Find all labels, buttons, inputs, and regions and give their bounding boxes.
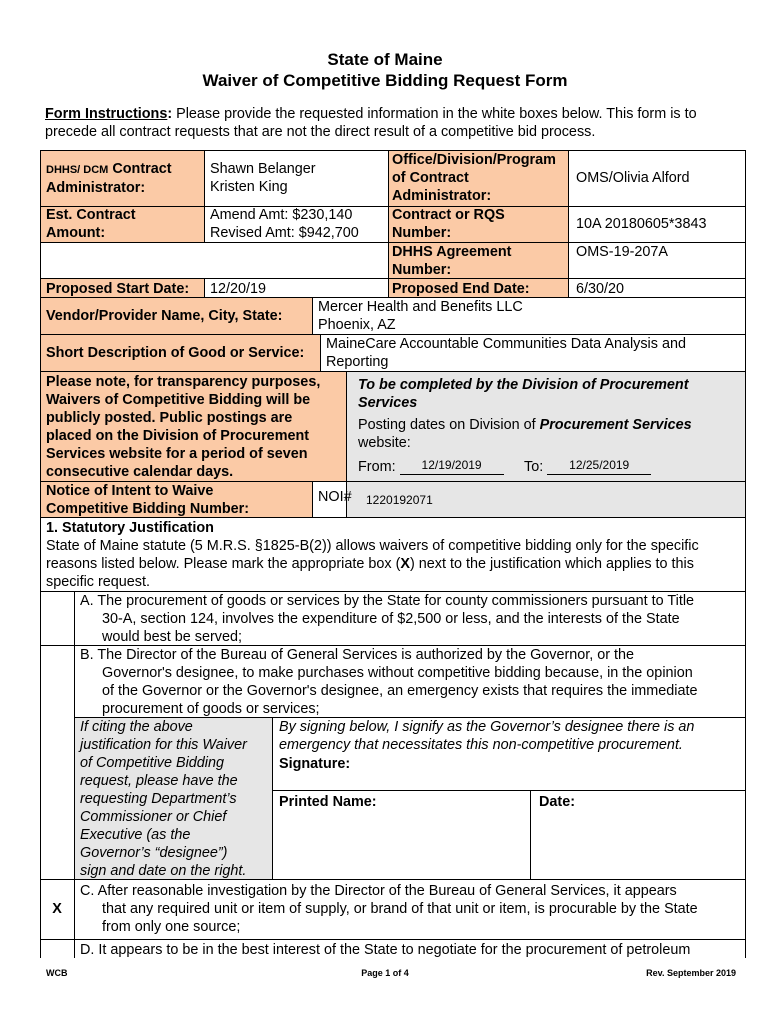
form-title-line1: State of Maine — [327, 50, 443, 69]
noi-prefix: NOI# — [318, 489, 352, 505]
amount-label: Est. Contract Amount: — [46, 207, 136, 241]
end-date-label: Proposed End Date: — [392, 281, 530, 297]
option-b-checkbox[interactable] — [44, 649, 70, 875]
date-label: Date: — [539, 794, 575, 810]
from-date-field[interactable]: 12/19/2019 — [400, 456, 504, 475]
vendor-value: Mercer Health and Benefits LLC Phoenix, AZ — [318, 299, 523, 333]
agreement-label: DHHS Agreement Number: — [392, 244, 512, 278]
instructions-label: Form Instructions — [45, 106, 168, 122]
noi-label: Notice of Intent to Waive Competitive Bidding Number: — [46, 483, 250, 517]
vendor-label: Vendor/Provider Name, City, State: — [46, 308, 283, 324]
form-title-line2: Waiver of Competitive Bidding Request Form — [202, 71, 568, 90]
signature-label: Signature: — [279, 756, 351, 772]
admin-value: Shawn Belanger Kristen King — [210, 161, 316, 195]
rqs-value: 10A 20180605*3843 — [576, 216, 707, 232]
noi-value: 1220192071 — [366, 493, 433, 507]
printed-name-field[interactable] — [276, 812, 526, 874]
date-field[interactable] — [534, 812, 742, 874]
option-b-text: B. The Director of the Bureau of General Services is authorized by the Governor, or the Governor's designee, to make purchases without competitive bidding because, in the opinion of the Governor or the Governor's designee, an emergency exists that requires the immediate procurement of goods or services; — [80, 647, 698, 717]
signature-field[interactable] — [360, 752, 740, 786]
start-date-label: Proposed Start Date: — [46, 281, 190, 297]
transparency-note: Please note, for transparency purposes, Waivers of Competitive Bidding will be publicly posted. Public postings are placed on the Division of Procurement Services website for a period of seven consecutive calendar days. — [46, 374, 321, 480]
procurement-title: To be completed by the Division of Procurement Services — [358, 377, 689, 411]
option-d-text: D. It appears to be in the best interest of the State to negotiate for the procurement of petroleum — [80, 942, 691, 958]
posting-from: From: 12/19/2019 — [358, 456, 504, 476]
description-value: MaineCare Accountable Communities Data Analysis and Reporting — [326, 336, 686, 370]
office-label: Office/Division/Program of Contract Administrator: — [392, 152, 556, 204]
instructions-text: Please provide the requested information in the white boxes below. This form is to precede all contract requests that are not the direct result of a competitive bid process. — [45, 106, 697, 140]
form-instructions: Form Instructions: Please provide the requested information in the white boxes below. This form is to precede all contract requests that are not the direct result of a competitive bid process. — [45, 106, 697, 140]
footer-revision: Rev. September 2019 — [646, 968, 736, 978]
start-date-value: 12/20/19 — [210, 281, 267, 297]
posting-to: To: 12/25/2019 — [524, 456, 651, 476]
amount-value: Amend Amt: $230,140 Revised Amt: $942,700 — [210, 207, 359, 241]
description-label: Short Description of Good or Service: — [46, 345, 305, 361]
footer-left: WCB — [46, 968, 68, 978]
justification-heading: 1. Statutory Justification — [46, 520, 214, 536]
rqs-label: Contract or RQS Number: — [392, 207, 505, 241]
admin-label: DHHS/ DCM Contract Administrator: — [46, 161, 172, 196]
designee-statement: By signing below, I signify as the Governor’s designee there is an emergency that necessitates this non-competitive procurement. — [279, 719, 695, 753]
printed-name-label: Printed Name: — [279, 794, 377, 810]
option-d-checkbox[interactable] — [44, 942, 70, 958]
footer-page-number: Page 1 of 4 — [361, 968, 409, 978]
option-a-text: A. The procurement of goods or services by the State for county commissioners pursuant to Title 30-A, section 124, involves the expenditure of $2,500 or less, and the interests of the State would best be served; — [80, 593, 695, 645]
option-a-checkbox[interactable] — [44, 595, 70, 641]
agreement-value: OMS-19-207A — [576, 244, 668, 260]
to-date-field[interactable]: 12/25/2019 — [547, 456, 651, 475]
option-c-checkbox[interactable]: X — [52, 901, 62, 917]
justification-intro: State of Maine statute (5 M.R.S. §1825-B(2)) allows waivers of competitive bidding only for the specific reasons listed below. Please mark the appropriate box (X) next to the justification which applies to this specific request. — [46, 538, 699, 590]
citing-instructions: If citing the above justification for this Waiver of Competitive Bidding request, please have the requesting Department’s Commissioner or Chief Executive (as the Governor’s “designee”) sign and date on the right. — [80, 719, 247, 879]
posting-dates-text: Posting dates on Division of Procurement Services website: — [358, 417, 692, 451]
office-value: OMS/Olivia Alford — [576, 170, 690, 186]
option-c-text: C. After reasonable investigation by the Director of the Bureau of General Services, it appears that any required unit or item of supply, or brand of that unit or item, is procurable by the State from only one source; — [80, 883, 698, 935]
end-date-value: 6/30/20 — [576, 281, 625, 297]
